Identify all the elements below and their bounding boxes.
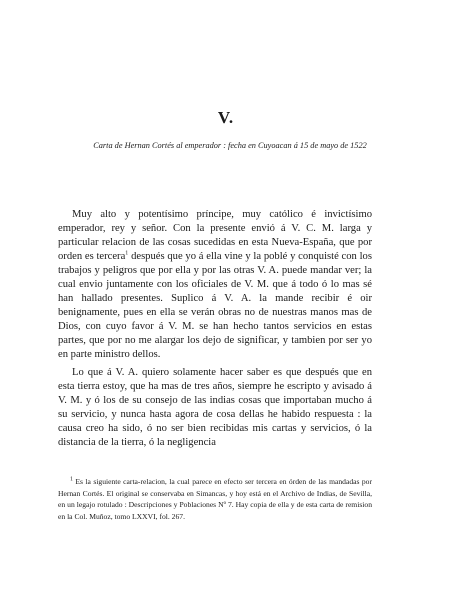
paragraph-1-part-a: Muy alto y potentísimo príncipe, muy católico é invictísimo emperador, rey y señor. Con la presente envió á V. C. M. larga y particular relacion de las cosas sucedidas en esta Nueva-España, que por orden es tercera: [58, 209, 372, 262]
footnote: [58, 476, 372, 522]
letter-body: [58, 208, 372, 454]
paragraph-1-part-b: después que yo á ella vine y la poblé y conquisté con los trabajos y peligros que por ella y por las otras V. A. puede mandar ver; la cual envio juntamente con los oficiales de V. M. que á todo ó lo mas sé han hallado presentes. Suplico á V. A. la mande recibir é oir benignamente, pues en ella se verán obras no de nuestras manos mas de Dios, con cuyo favor á V. M. se han hecho tantos servicios en estas partes, que por no me alargar los dejo de significar, y tambien por ser yo en parte ministro dellos.: [58, 251, 372, 360]
footnote-text: Es la siguiente carta-relacion, la cual parece en efecto ser tercera en órden de las mandadas por Hernan Cortés. El original se conservaba en Simancas, y hoy está en el Archivo de Indias, de Sevilla, en un legajo rotulado : Descripciones y Poblaciones Nº 7. Hay copia de ella y de esta carta de remision en la Col. Muñoz, tomo LXXVI, fol. 267.: [58, 477, 372, 521]
letter-subtitle: Carta de Hernan Cortés al emperador : fecha en Cuyoacan á 15 de mayo de 1522: [93, 141, 367, 150]
paragraph-2: Lo que á V. A. quiero solamente hacer saber es que después que en esta tierra estoy, que ha mas de tres años, siempre he escripto y avisado á V. M. y ó los de su consejo de las indias cosas que importaban mucho á su servicio, y nunca hasta agora de cosa dellas he habido respuesta : la causa creo ha sido, ó no ser bien recibidas mis cartas y servicios, ó la distancia de la tierra, ó la negligencia: [58, 367, 372, 448]
paragraph-1: [58, 208, 372, 362]
footnote-reference: 1: [125, 250, 129, 257]
chapter-numeral: V.: [217, 108, 235, 127]
footnote-mark: 1: [70, 476, 73, 483]
